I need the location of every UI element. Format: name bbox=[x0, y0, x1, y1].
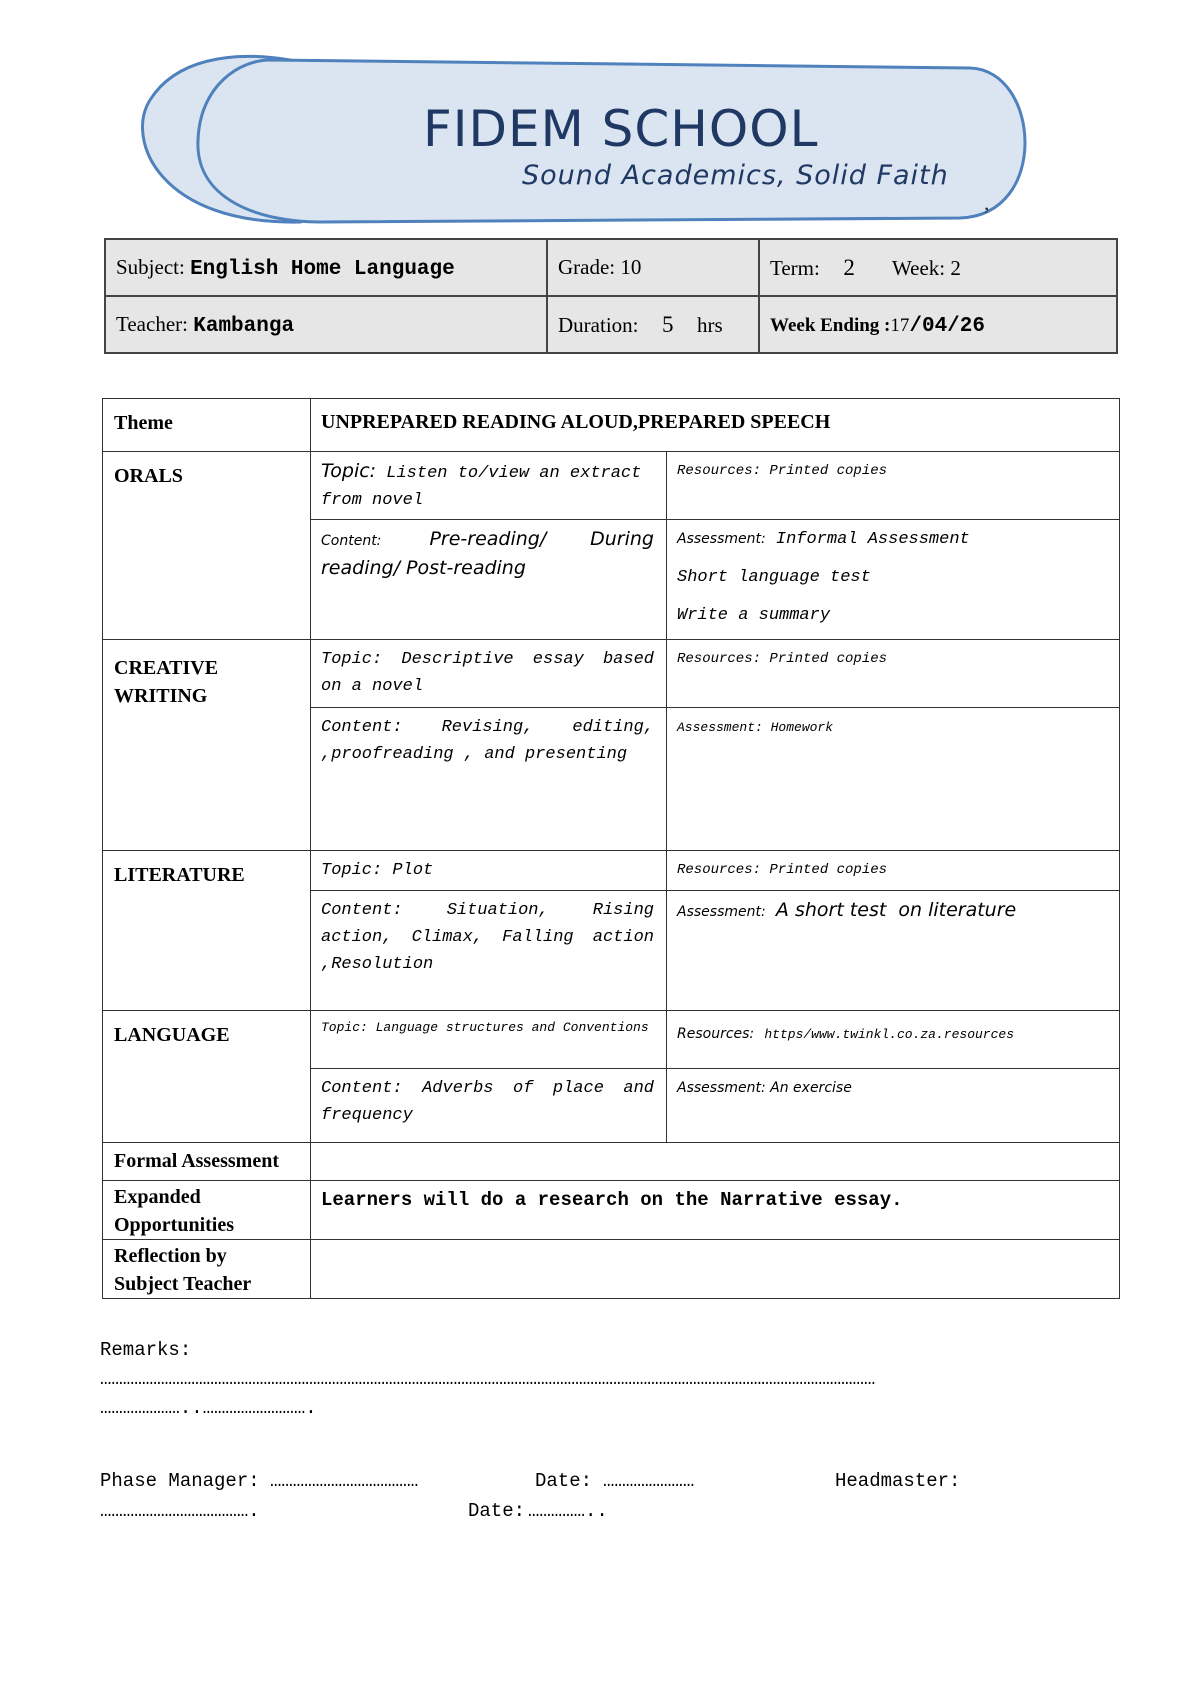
theme-value: UNPREPARED READING ALOUD,PREPARED SPEECH bbox=[311, 399, 1120, 452]
creative-assessment: Assessment: Homework bbox=[667, 708, 1120, 851]
expanded-label-cell bbox=[103, 1181, 311, 1240]
creative-content: Content: Revising, editing, ,proofreading , and presenting bbox=[311, 708, 667, 851]
literature-assessment-label: Assessment: bbox=[677, 904, 766, 920]
term-label: Term: bbox=[770, 255, 820, 280]
orals-assessment-cell bbox=[667, 520, 1120, 640]
reflection-label-2: Subject Teacher bbox=[114, 1273, 252, 1295]
orals-topic-row bbox=[103, 452, 1120, 520]
orals-resources: Resources: Printed copies bbox=[667, 452, 1120, 520]
remarks-section bbox=[100, 1336, 1120, 1423]
orals-topic-value: Listen to/view an extract from novel bbox=[321, 464, 642, 510]
orals-assessment-line-2: Short language test bbox=[677, 568, 871, 587]
subject-cell bbox=[105, 239, 547, 296]
week-value: 2 bbox=[950, 255, 961, 280]
creative-label-cell bbox=[103, 640, 311, 851]
orals-assessment-value: Informal Assessment bbox=[775, 530, 970, 549]
orals-topic-label: Topic: bbox=[321, 460, 377, 482]
school-logo-banner bbox=[0, 0, 1200, 250]
literature-resources: Resources: Printed copies bbox=[667, 851, 1120, 891]
language-topic: Topic: Language structures and Conventions bbox=[311, 1011, 667, 1069]
orals-content-value: Pre-reading/ During reading/ Post-reading bbox=[321, 528, 654, 579]
header-row-1 bbox=[105, 239, 1117, 296]
week-label: Week: bbox=[891, 255, 946, 280]
literature-topic: Topic: Plot bbox=[311, 851, 667, 891]
teacher-label: Teacher: bbox=[116, 311, 188, 336]
orals-topic-cell bbox=[311, 452, 667, 520]
formal-assessment-label: Formal Assessment bbox=[103, 1143, 311, 1181]
literature-content: Content: Situation, Rising action, Climax, Falling action ,Resolution bbox=[311, 891, 667, 1011]
lesson-plan-table bbox=[102, 398, 1120, 1299]
orals-label: ORALS bbox=[103, 452, 311, 640]
literature-topic-row bbox=[103, 851, 1120, 891]
expanded-label-1: Expanded bbox=[114, 1186, 201, 1208]
language-topic-row bbox=[103, 1011, 1120, 1069]
header-row-2 bbox=[105, 296, 1117, 353]
week-ending-label: Week Ending : bbox=[770, 314, 891, 336]
duration-value: 5 bbox=[661, 311, 674, 337]
duration-label: Duration: bbox=[558, 312, 639, 337]
language-assessment-cell bbox=[667, 1069, 1120, 1143]
theme-label: Theme bbox=[103, 399, 311, 452]
expanded-value: Learners will do a research on the Narrative essay. bbox=[311, 1181, 1120, 1240]
term-value: 2 bbox=[843, 254, 855, 280]
creative-topic: Topic: Descriptive essay based on a novel bbox=[311, 640, 667, 708]
orals-assessment-line-3: Write a summary bbox=[677, 606, 831, 625]
remarks-line-2: …………………..………………………. bbox=[100, 1397, 317, 1419]
literature-assessment-value: A short test on literature bbox=[775, 899, 1017, 921]
phase-manager-label: Phase Manager: bbox=[100, 1470, 260, 1492]
duration-cell bbox=[547, 296, 759, 353]
literature-assessment-cell bbox=[667, 891, 1120, 1011]
formal-assessment-value bbox=[311, 1143, 1120, 1181]
date-dots-2: …………….. bbox=[528, 1500, 608, 1522]
grade-value: 10 bbox=[620, 255, 642, 279]
signature-row-2 bbox=[100, 1496, 1120, 1526]
language-label: LANGUAGE bbox=[103, 1011, 311, 1143]
date-label-2: Date: bbox=[468, 1500, 526, 1522]
creative-topic-row bbox=[103, 640, 1120, 708]
teacher-value: Kambanga bbox=[193, 314, 295, 338]
language-resources-link[interactable]: https/www.twinkl.co.za.resources bbox=[764, 1027, 1014, 1042]
date-label-1: Date: bbox=[535, 1470, 593, 1492]
headmaster-dots: …………………………………. bbox=[100, 1500, 260, 1522]
orals-assessment-label: Assessment: bbox=[677, 531, 766, 547]
signature-row-1 bbox=[100, 1466, 1120, 1496]
orals-content-cell bbox=[311, 520, 667, 640]
theme-row bbox=[103, 399, 1120, 452]
language-assessment: Assessment: An exercise bbox=[677, 1080, 852, 1096]
week-ending-rest: /04/26 bbox=[909, 314, 985, 338]
creative-label-1: CREATIVE bbox=[114, 657, 219, 679]
remarks-line-1: …………………………………………………………………………………………………………………………………………………………………………………… bbox=[100, 1368, 876, 1390]
remarks-label: Remarks: bbox=[100, 1339, 192, 1361]
orals-content-label: Content: bbox=[321, 533, 382, 549]
creative-resources: Resources: Printed copies bbox=[667, 640, 1120, 708]
language-resources-cell bbox=[667, 1011, 1120, 1069]
week-ending-day: 17 bbox=[890, 314, 910, 336]
school-motto: Sound Academics, Solid Faith bbox=[522, 160, 949, 191]
school-name: FIDEM SCHOOL bbox=[423, 100, 819, 158]
grade-cell bbox=[547, 239, 759, 296]
reflection-label-cell bbox=[103, 1240, 311, 1299]
date-dots-1: …………………… bbox=[603, 1470, 695, 1492]
creative-label-2: WRITING bbox=[114, 685, 208, 707]
week-ending-cell bbox=[759, 296, 1117, 353]
grade-label: Grade: bbox=[558, 255, 616, 279]
headmaster-label: Headmaster: bbox=[835, 1470, 961, 1492]
literature-label: LITERATURE bbox=[103, 851, 311, 1011]
duration-unit: hrs bbox=[696, 312, 723, 337]
term-week-cell bbox=[759, 239, 1117, 296]
language-resources-label: Resources: bbox=[677, 1026, 755, 1042]
subject-label: Subject: bbox=[116, 254, 185, 279]
teacher-cell bbox=[105, 296, 547, 353]
expanded-opportunities-row bbox=[103, 1181, 1120, 1240]
subject-value: English Home Language bbox=[190, 257, 455, 281]
reflection-row bbox=[103, 1240, 1120, 1299]
reflection-label-1: Reflection by bbox=[114, 1245, 227, 1267]
language-content: Content: Adverbs of place and frequency bbox=[311, 1069, 667, 1143]
expanded-label-2: Opportunities bbox=[114, 1214, 235, 1236]
signature-section bbox=[100, 1466, 1120, 1526]
reflection-value bbox=[311, 1240, 1120, 1299]
logo-mark: , bbox=[984, 190, 990, 215]
lesson-header-table bbox=[104, 238, 1118, 354]
formal-assessment-row bbox=[103, 1143, 1120, 1181]
phase-manager-dots: ………………………………… bbox=[270, 1470, 419, 1492]
